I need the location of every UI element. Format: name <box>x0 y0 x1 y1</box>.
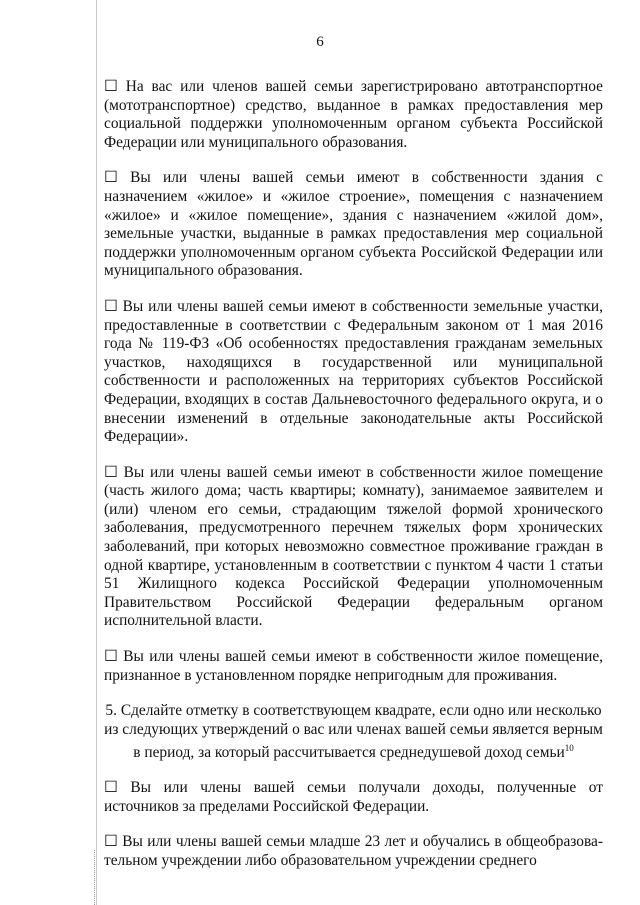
checkbox-icon[interactable]: ☐ <box>104 833 118 851</box>
footnote-marker: 10 <box>564 743 574 754</box>
paragraph-text: Вы или члены вашей семьи имеют в собственности здания с назначением «жилое» и «жилое строение», помещения с назначением «жилое» и «жилое помещение», здания с назначением «жилой дом», земельные участки, выданные в рамках предоставления мер социальной поддержки уполномоченным органом субъекта Российской Федерации или муниципального образования. <box>104 169 603 280</box>
checkbox-icon[interactable]: ☐ <box>104 648 118 666</box>
paragraph-text: Вы или члены вашей семьи имеют в собственности жилое помещение, признанное в установленном порядке непригодным для проживания. <box>104 648 603 684</box>
paragraph-text: Вы или члены вашей семьи получали доходы, полученные от источников за пределами Российской Федерации. <box>104 779 603 815</box>
checkbox-icon[interactable]: ☐ <box>104 463 118 481</box>
paragraph-buildings <box>104 169 603 281</box>
checkbox-icon[interactable]: ☐ <box>104 297 118 315</box>
page-number: 6 <box>316 34 324 50</box>
paragraph-text: На вас или членов вашей семьи зарегистрировано автотранспортное (мототранспортное) средство, выданное в рамках предоставления мер социальной поддержки уполномоченным органом субъекта Российской Федерации или муниципального образования. <box>104 78 603 151</box>
paragraph-text: Вы или члены вашей семьи имеют в собственности жилое помещение (часть жилого дома; часть квартиры; комнату), занимаемое заявителем и (или) членом его семьи, страдающим тяжелой формой хронического заболевания, предусмотренного перечнем тяжелых форм хронических заболеваний, при которых невозможно совместное проживание граждан в одной квартире, установленным в соответствии с пунктом 4 части 1 статьи 51 Жилищного кодекса Российской Федерации уполномоченным Правительством Российской Федерации федеральным органом исполнительной власти. <box>104 463 603 630</box>
paragraph-text: Вы или члены вашей семьи имеют в собственности земельные участки, предоставленные в соответствии с Федеральным законом от 1 мая 2016 года № 119-ФЗ «Об особенностях предоставления гражданам земельных участков, находящихся в государственной или муниципальной собственности и расположенных на территориях субъектов Российской Федерации, входящих в состав Дальневосточного федерального округа, и о внесении изменений в отдельные законодательные акты Российской Федерации». <box>104 297 603 446</box>
paragraph-unfit-dwelling <box>104 648 603 685</box>
paragraph-students <box>104 833 603 870</box>
paragraph-dwelling-illness <box>104 464 603 631</box>
document-body <box>104 78 603 870</box>
checkbox-icon[interactable]: ☐ <box>104 169 118 187</box>
checkbox-icon[interactable]: ☐ <box>104 779 118 796</box>
paragraph-vehicle <box>104 78 603 152</box>
margin-line <box>96 0 97 905</box>
paragraph-land-plots <box>104 298 603 447</box>
paragraph-text: Вы или члены вашей семьи младше 23 лет и обучались в общеобразова-тельном учреждении либо образовательном учреждении среднего <box>104 833 603 869</box>
section-5-heading <box>104 702 603 763</box>
paragraph-foreign-income <box>104 779 603 816</box>
checkbox-icon[interactable]: ☐ <box>104 78 118 95</box>
section-5-text: 5. Сделайте отметку в соответствующем квадрате, если одно или несколько из следующих утверждений о вас или членах вашей семьи является верным в период, за который рассчитывается среднедушевой доход семьи <box>104 702 603 762</box>
margin-dots <box>94 850 96 905</box>
